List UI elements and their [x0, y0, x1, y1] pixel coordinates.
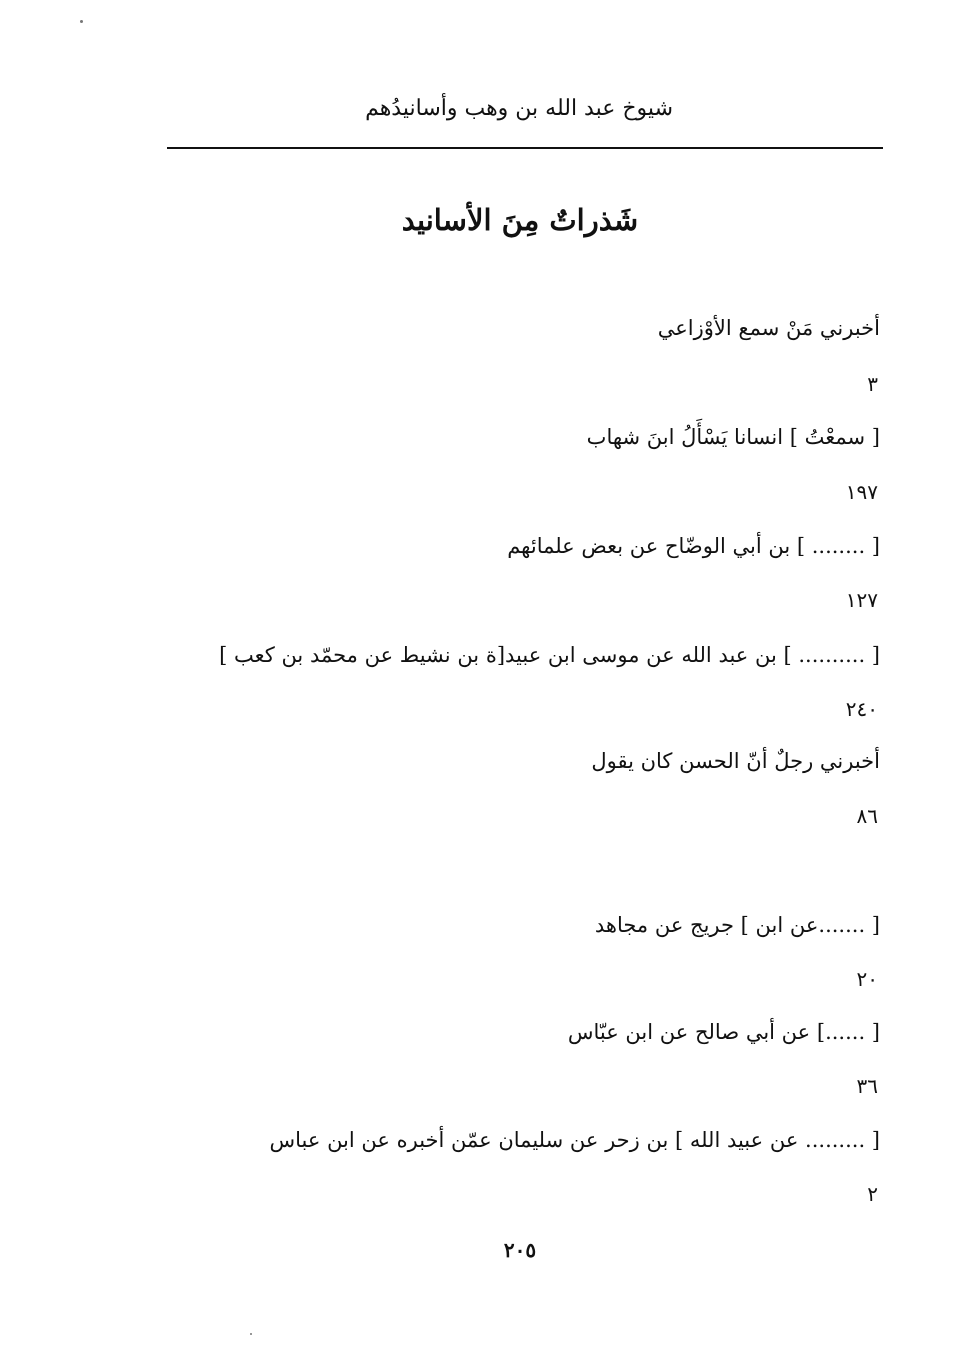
scan-speck	[250, 1333, 252, 1335]
scan-speck	[80, 20, 83, 23]
isnad-line: [ ........ ] بن أبي الوضّاح عن بعض علمائهم	[507, 534, 880, 558]
isnad-line: [ .......عن ابن ] جريج عن مجاهد	[594, 913, 880, 937]
isnad-line: [ سمعْتُ ] انسانا يَسْأَلُ ابنَ شهاب	[586, 425, 880, 449]
page-reference: ٢	[867, 1182, 878, 1206]
running-header: شيوخ عبد الله بن وهب وأسانيدُهم	[365, 96, 673, 121]
page-reference: ٨٦	[856, 804, 878, 828]
page-reference: ٢٤٠	[845, 697, 878, 721]
isnad-line: [ ......... عن عبيد الله ] بن زحر عن سليمان عمّن أخبره عن ابن عباس	[269, 1128, 880, 1152]
isnad-line: أخبرني رجلٌ أنّ الحسن كان يقول	[591, 749, 880, 773]
page-reference: ١٩٧	[845, 480, 878, 504]
page-reference: ٢٠	[856, 967, 878, 991]
page-number: ٢٠٥	[503, 1238, 537, 1262]
isnad-line: [ ......] عن أبي صالح عن ابن عبّاس	[567, 1020, 880, 1044]
section-title: شَذراتٌ مِنَ الأسانيد	[401, 203, 639, 237]
page-reference: ٣	[867, 372, 878, 396]
page-reference: ١٢٧	[845, 588, 878, 612]
isnad-line: [ .......... ] بن عبد الله عن موسى ابن عبيد[ة بن نشيط عن محمّد بن كعب ]	[219, 643, 880, 667]
page-reference: ٣٦	[856, 1074, 878, 1098]
header-rule	[167, 147, 883, 149]
isnad-line: أخبرني مَنْ سمع الأوْزاعي	[657, 316, 880, 340]
